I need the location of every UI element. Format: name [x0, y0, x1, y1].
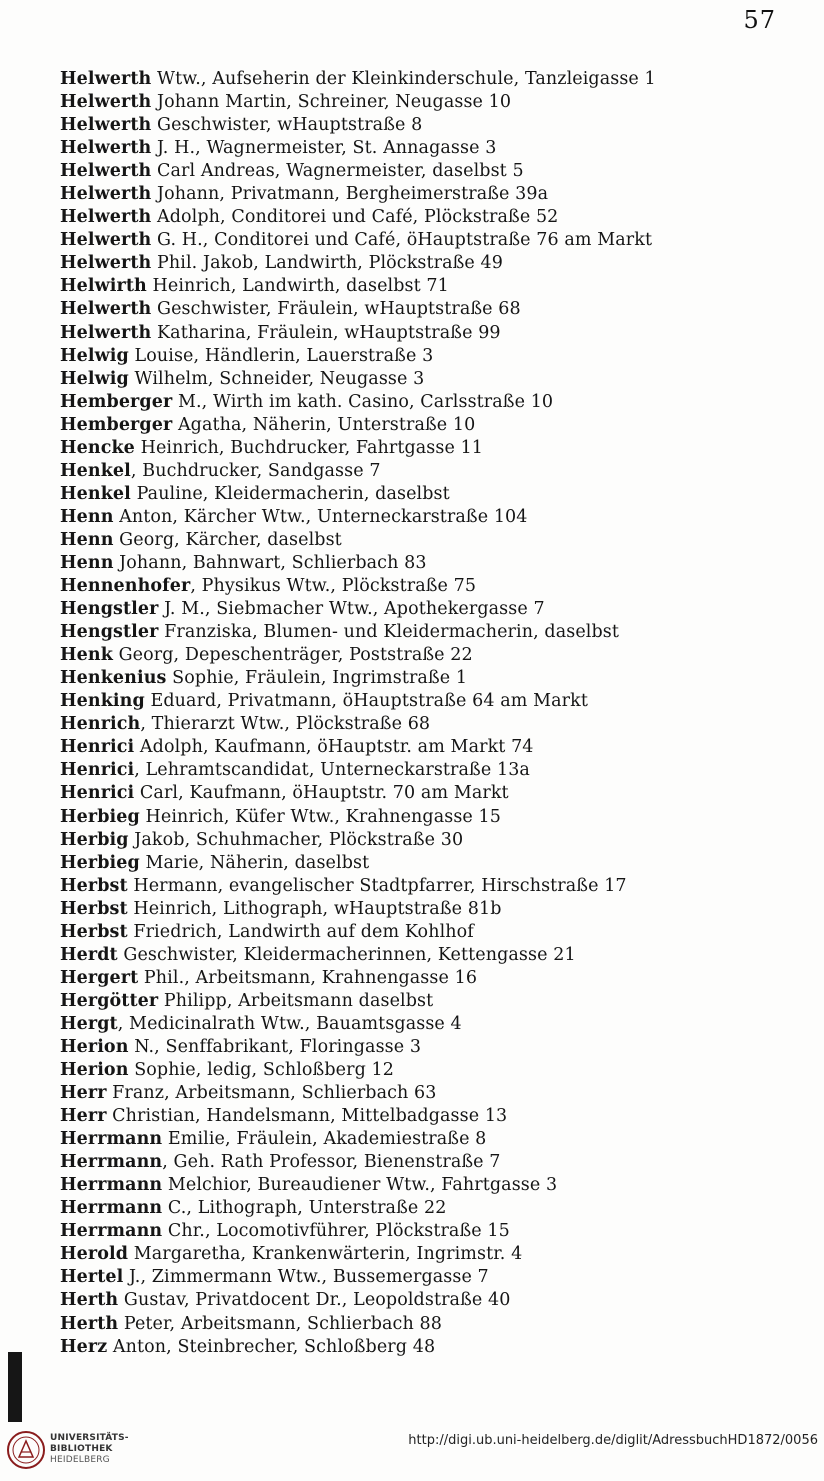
directory-entry: [60, 598, 820, 621]
entry-surname: Hemberger: [60, 414, 173, 435]
entry-surname: Hemberger: [60, 391, 173, 412]
entry-details: Anton, Kärcher Wtw., Unterneckarstraße 104: [113, 506, 528, 527]
entry-surname: Hergt: [60, 1013, 118, 1034]
entry-details: , Geh. Rath Professor, Bienenstraße 7: [162, 1152, 501, 1173]
entry-surname: Herold: [60, 1244, 129, 1265]
entry-surname: Hennenhofer: [60, 576, 191, 597]
entry-details: Sophie, Fräulein, Ingrimstraße 1: [166, 668, 468, 689]
entry-details: Johann, Bahnwart, Schlierbach 83: [113, 552, 427, 573]
entry-surname: Helwerth: [60, 161, 152, 182]
entry-details: Wtw., Aufseherin der Kleinkinderschule, Tanzleigasse 1: [151, 69, 656, 89]
source-url-link[interactable]: http://digi.ub.uni-heidelberg.de/diglit/AdressbuchHD1872/0056: [408, 1433, 818, 1448]
entry-surname: Hencke: [60, 437, 135, 458]
directory-entry: [60, 1013, 820, 1036]
entry-surname: Helwerth: [60, 230, 152, 251]
entry-surname: Henn: [60, 506, 114, 527]
library-logo-text: [50, 1433, 129, 1466]
entry-surname: Henkel: [60, 483, 131, 504]
entry-surname: Herrmann: [60, 1175, 163, 1196]
directory-entry: [60, 1128, 820, 1151]
directory-entry: [60, 736, 820, 759]
entry-details: , Physikus Wtw., Plöckstraße 75: [190, 576, 477, 597]
entry-details: Philipp, Arbeitsmann daselbst: [158, 990, 434, 1011]
entry-details: Phil., Arbeitsmann, Krahnengasse 16: [138, 967, 478, 988]
directory-entry: [60, 114, 820, 137]
directory-entry: [60, 252, 820, 275]
directory-entry: [60, 1336, 820, 1359]
entry-surname: Herion: [60, 1060, 129, 1081]
scan-edge-mark: [8, 1352, 22, 1422]
entry-details: Adolph, Conditorei und Café, Plöckstraße 52: [151, 207, 559, 228]
entry-details: , Buchdrucker, Sandgasse 7: [130, 460, 381, 481]
entry-details: Peter, Arbeitsmann, Schlierbach 88: [118, 1313, 442, 1334]
footer: [0, 1424, 824, 1481]
entry-surname: Herrmann: [60, 1198, 163, 1219]
entry-surname: Hergert: [60, 967, 139, 988]
entry-details: Jakob, Schuhmacher, Plöckstraße 30: [128, 829, 464, 850]
entry-surname: Herrmann: [60, 1221, 163, 1242]
entry-details: Margaretha, Krankenwärterin, Ingrimstr. 4: [128, 1244, 523, 1265]
entry-details: Heinrich, Küfer Wtw., Krahnengasse 15: [139, 806, 502, 827]
directory-entry: [60, 898, 820, 921]
entry-details: Geschwister, wHauptstraße 8: [151, 115, 423, 136]
entry-details: Friedrich, Landwirth auf dem Kohlhof: [127, 921, 474, 942]
entry-details: Adolph, Kaufmann, öHauptstr. am Markt 74: [134, 737, 534, 758]
directory-entry: [60, 944, 820, 967]
directory-entry: [60, 1174, 820, 1197]
directory-entry: [60, 667, 820, 690]
directory-entry: [60, 368, 820, 391]
entry-details: , Medicinalrath Wtw., Bauamtsgasse 4: [117, 1013, 462, 1034]
entry-details: Louise, Händlerin, Lauerstraße 3: [128, 345, 434, 366]
entry-details: Johann Martin, Schreiner, Neugasse 10: [151, 92, 512, 113]
directory-entry: [60, 1243, 820, 1266]
entry-surname: Henkenius: [60, 668, 167, 689]
entry-surname: Herz: [60, 1336, 108, 1357]
directory-entry: [60, 275, 820, 298]
directory-entry: [60, 437, 820, 460]
entry-surname: Helwig: [60, 368, 129, 389]
directory-entry: [60, 322, 820, 345]
entry-details: Wilhelm, Schneider, Neugasse 3: [128, 368, 425, 389]
directory-entry: [60, 1220, 820, 1243]
entry-details: Franz, Arbeitsmann, Schlierbach 63: [106, 1083, 437, 1104]
directory-entry: [60, 91, 820, 114]
entry-surname: Herdt: [60, 944, 118, 965]
directory-entry: [60, 1197, 820, 1220]
directory-entry: [60, 782, 820, 805]
directory-entry: [60, 644, 820, 667]
entry-details: J., Zimmermann Wtw., Bussemergasse 7: [123, 1267, 489, 1288]
entry-surname: Henrici: [60, 737, 135, 758]
entry-details: Georg, Kärcher, daselbst: [113, 529, 342, 550]
entry-surname: Henrici: [60, 783, 135, 804]
entry-details: Franziska, Blumen- und Kleidermacherin, daselbst: [158, 622, 619, 643]
directory-entry: [60, 713, 820, 736]
directory-entry: [60, 1105, 820, 1128]
entry-surname: Herbst: [60, 921, 128, 942]
entry-surname: Helwirth: [60, 276, 147, 297]
entry-details: Heinrich, Buchdrucker, Fahrtgasse 11: [134, 437, 484, 458]
entry-surname: Herth: [60, 1290, 119, 1311]
directory-entry: [60, 690, 820, 713]
entry-surname: Herbst: [60, 898, 128, 919]
entry-surname: Helwerth: [60, 299, 152, 320]
entry-surname: Herbieg: [60, 806, 140, 827]
entry-details: C., Lithograph, Unterstraße 22: [162, 1198, 447, 1219]
directory-entry: [60, 552, 820, 575]
entry-surname: Herrmann: [60, 1152, 163, 1173]
directory-entry: [60, 1289, 820, 1312]
entry-surname: Herbig: [60, 829, 129, 850]
directory-entry: [60, 621, 820, 644]
entry-details: Georg, Depeschenträger, Poststraße 22: [112, 645, 473, 666]
entry-details: N., Senffabrikant, Floringasse 3: [128, 1036, 422, 1057]
entry-surname: Helwerth: [60, 69, 152, 89]
directory-entry: [60, 460, 820, 483]
entry-surname: Hengstler: [60, 622, 159, 643]
entry-details: Eduard, Privatmann, öHauptstraße 64 am Markt: [144, 691, 588, 712]
entry-surname: Helwerth: [60, 207, 152, 228]
entry-details: , Lehramtscandidat, Unterneckarstraße 13a: [134, 760, 530, 781]
entry-details: Agatha, Näherin, Unterstraße 10: [172, 414, 476, 435]
directory-entry: [60, 183, 820, 206]
directory-entry: [60, 68, 820, 91]
directory-entry: [60, 759, 820, 782]
directory-entry: [60, 414, 820, 437]
entry-details: J. H., Wagnermeister, St. Annagasse 3: [151, 138, 497, 159]
directory-entry: [60, 529, 820, 552]
entry-details: Chr., Locomotivführer, Plöckstraße 15: [162, 1221, 510, 1242]
logo-line-3: HEIDELBERG: [50, 1455, 110, 1465]
entry-details: Christian, Handelsmann, Mittelbadgasse 13: [106, 1106, 508, 1127]
directory-entry: [60, 137, 820, 160]
entry-details: Melchior, Bureaudiener Wtw., Fahrtgasse 3: [162, 1175, 558, 1196]
directory-entry: [60, 829, 820, 852]
directory-entry: [60, 806, 820, 829]
directory-entry: [60, 1036, 820, 1059]
entry-surname: Herth: [60, 1313, 119, 1334]
directory-entry: [60, 391, 820, 414]
directory-entry: [60, 875, 820, 898]
directory-entry-list: [60, 68, 820, 1359]
entry-details: Hermann, evangelischer Stadtpfarrer, Hirschstraße 17: [127, 875, 627, 896]
entry-surname: Helwig: [60, 345, 129, 366]
directory-entry: [60, 990, 820, 1013]
entry-details: Geschwister, Kleidermacherinnen, Kettengasse 21: [117, 944, 576, 965]
directory-entry: [60, 483, 820, 506]
entry-surname: Herbieg: [60, 852, 140, 873]
entry-details: Emilie, Fräulein, Akademiestraße 8: [162, 1129, 487, 1150]
entry-surname: Helwerth: [60, 184, 152, 205]
directory-entry: [60, 229, 820, 252]
logo-line-1: UNIVERSITÄTS-: [50, 1433, 129, 1443]
directory-entry: [60, 206, 820, 229]
entry-details: Marie, Näherin, daselbst: [139, 852, 370, 873]
entry-surname: Henkel: [60, 460, 131, 481]
entry-surname: Hengstler: [60, 599, 159, 620]
entry-surname: Helwerth: [60, 322, 152, 343]
directory-entry: [60, 921, 820, 944]
entry-surname: Helwerth: [60, 92, 152, 113]
entry-surname: Herr: [60, 1083, 107, 1104]
directory-entry: [60, 160, 820, 183]
entry-surname: Herbst: [60, 875, 128, 896]
entry-surname: Henrici: [60, 760, 135, 781]
entry-details: J. M., Siebmacher Wtw., Apothekergasse 7: [158, 599, 545, 620]
entry-details: Heinrich, Lithograph, wHauptstraße 81b: [127, 898, 502, 919]
directory-entry: [60, 575, 820, 598]
entry-surname: Henn: [60, 529, 114, 550]
directory-entry: [60, 506, 820, 529]
entry-details: M., Wirth im kath. Casino, Carlsstraße 10: [172, 391, 554, 412]
logo-line-2: BIBLIOTHEK: [50, 1444, 113, 1454]
directory-entry: [60, 1313, 820, 1336]
entry-details: Katharina, Fräulein, wHauptstraße 99: [151, 322, 501, 343]
directory-entry: [60, 1059, 820, 1082]
university-library-seal-icon: [6, 1430, 46, 1470]
entry-surname: Henrich: [60, 714, 141, 735]
entry-surname: Helwerth: [60, 115, 152, 136]
directory-entry: [60, 298, 820, 321]
entry-surname: Henk: [60, 645, 113, 666]
entry-details: Carl, Kaufmann, öHauptstr. 70 am Markt: [134, 783, 509, 804]
entry-surname: Henking: [60, 691, 145, 712]
entry-surname: Hertel: [60, 1267, 124, 1288]
entry-details: Johann, Privatmann, Bergheimerstraße 39a: [151, 184, 549, 205]
entry-details: Gustav, Privatdocent Dr., Leopoldstraße 40: [118, 1290, 511, 1311]
entry-details: Anton, Steinbrecher, Schloßberg 48: [107, 1336, 436, 1357]
entry-details: Sophie, ledig, Schloßberg 12: [128, 1060, 395, 1081]
directory-entry: [60, 967, 820, 990]
directory-entry: [60, 852, 820, 875]
directory-entry: [60, 1082, 820, 1105]
entry-details: Pauline, Kleidermacherin, daselbst: [130, 483, 450, 504]
entry-details: Geschwister, Fräulein, wHauptstraße 68: [151, 299, 521, 320]
entry-details: G. H., Conditorei und Café, öHauptstraße 76 am Markt: [151, 230, 653, 251]
directory-entry: [60, 1266, 820, 1289]
entry-details: Heinrich, Landwirth, daselbst 71: [146, 276, 449, 297]
entry-details: , Thierarzt Wtw., Plöckstraße 68: [140, 714, 431, 735]
entry-surname: Helwerth: [60, 138, 152, 159]
directory-entry: [60, 1151, 820, 1174]
entry-surname: Herr: [60, 1106, 107, 1127]
entry-surname: Hergötter: [60, 990, 159, 1011]
entry-surname: Herion: [60, 1036, 129, 1057]
entry-details: Carl Andreas, Wagnermeister, daselbst 5: [151, 161, 524, 182]
entry-surname: Helwerth: [60, 253, 152, 274]
entry-details: Phil. Jakob, Landwirth, Plöckstraße 49: [151, 253, 503, 274]
directory-entry: [60, 345, 820, 368]
page-number: 57: [743, 6, 776, 34]
entry-surname: Henn: [60, 552, 114, 573]
entry-surname: Herrmann: [60, 1129, 163, 1150]
